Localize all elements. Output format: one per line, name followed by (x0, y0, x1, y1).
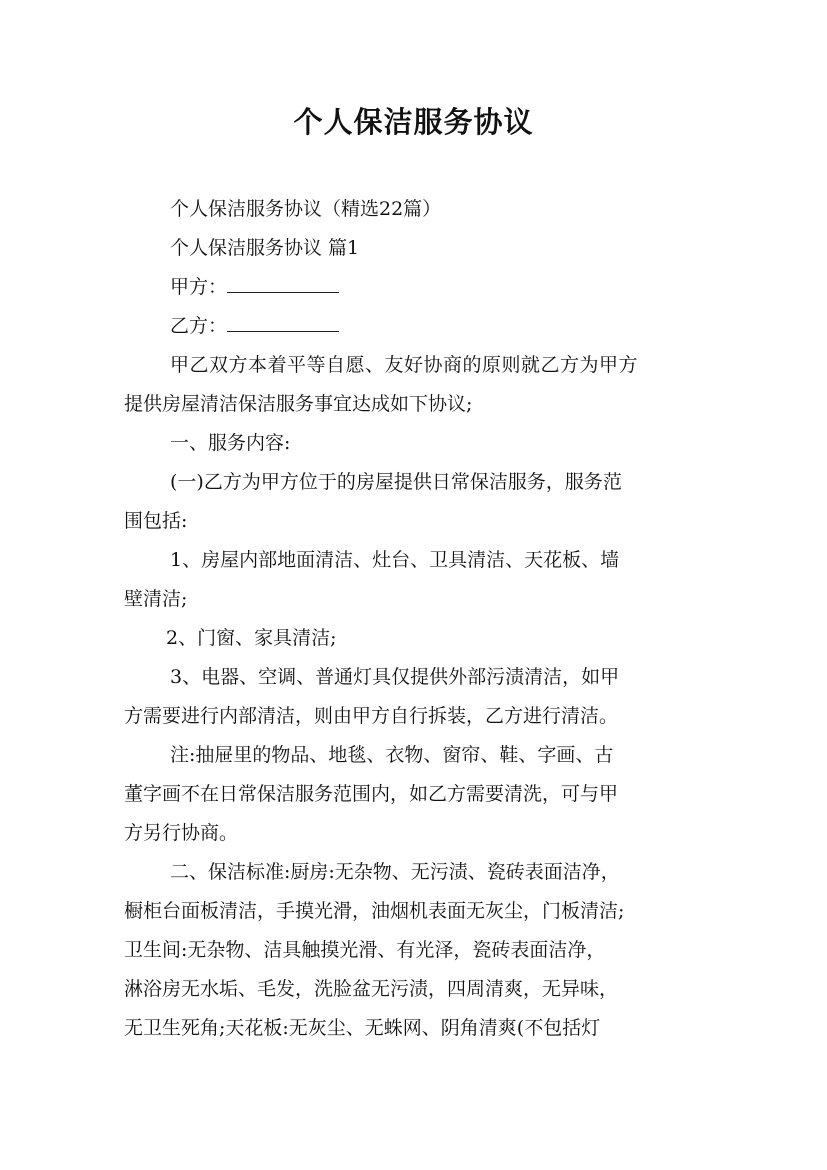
party-a-blank (227, 268, 339, 293)
note-line: 注:抽屉里的物品、地毯、衣物、窗帘、鞋、字画、古 (170, 744, 614, 766)
document-body (124, 190, 714, 1048)
note-continuation: 方另行协商。 (124, 822, 239, 844)
paragraph-line: 甲乙双方本着平等自愿、友好协商的原则就乙方为甲方 (170, 354, 639, 376)
paragraph-line: 个人保洁服务协议（精选22篇） (170, 198, 442, 220)
note-continuation: 董字画不在日常保洁服务范围内，如乙方需要清洗，可与甲 (124, 783, 619, 805)
paragraph-line: (一)乙方为甲方位于的房屋提供日常保洁服务，服务范 (170, 471, 622, 493)
paragraph-line: 无卫生死角;天花板:无灰尘、无蛛网、阴角清爽(不包括灯 (124, 1017, 601, 1039)
list-item: 3、电器、空调、普通灯具仅提供外部污渍清洁，如甲 (170, 666, 620, 688)
list-item-continuation: 方需要进行内部清洁，则由甲方自行拆装，乙方进行清洁。 (124, 705, 619, 727)
paragraph-line: 围包括: (124, 510, 188, 532)
paragraph-line: 个人保洁服务协议 篇1 (170, 237, 360, 259)
party-b-line (124, 307, 714, 346)
party-b-label: 乙方： (170, 315, 228, 337)
list-item: 1、房屋内部地面清洁、灶台、卫具清洁、天花板、墙 (170, 549, 620, 571)
party-a-label: 甲方： (170, 276, 228, 298)
paragraph-line: 橱柜台面板清洁，手摸光滑，油烟机表面无灰尘，门板清洁; (124, 900, 625, 922)
paragraph-line: 提供房屋清洁保洁服务事宜达成如下协议; (124, 393, 473, 415)
party-b-blank (227, 307, 339, 332)
document-title: 个人保洁服务协议 (293, 105, 534, 139)
section-heading: 二、保洁标准:厨房:无杂物、无污渍、瓷砖表面洁净， (170, 861, 620, 883)
party-a-line (124, 268, 714, 307)
list-item-continuation: 壁清洁; (124, 588, 188, 610)
section-heading: 一、服务内容: (170, 432, 291, 454)
list-item: 2、门窗、家具清洁; (166, 627, 337, 649)
paragraph-line: 卫生间:无杂物、洁具触摸光滑、有光泽，瓷砖表面洁净， (124, 939, 606, 961)
paragraph-line: 淋浴房无水垢、毛发，洗脸盆无污渍，四周清爽，无异味， (124, 978, 619, 1000)
